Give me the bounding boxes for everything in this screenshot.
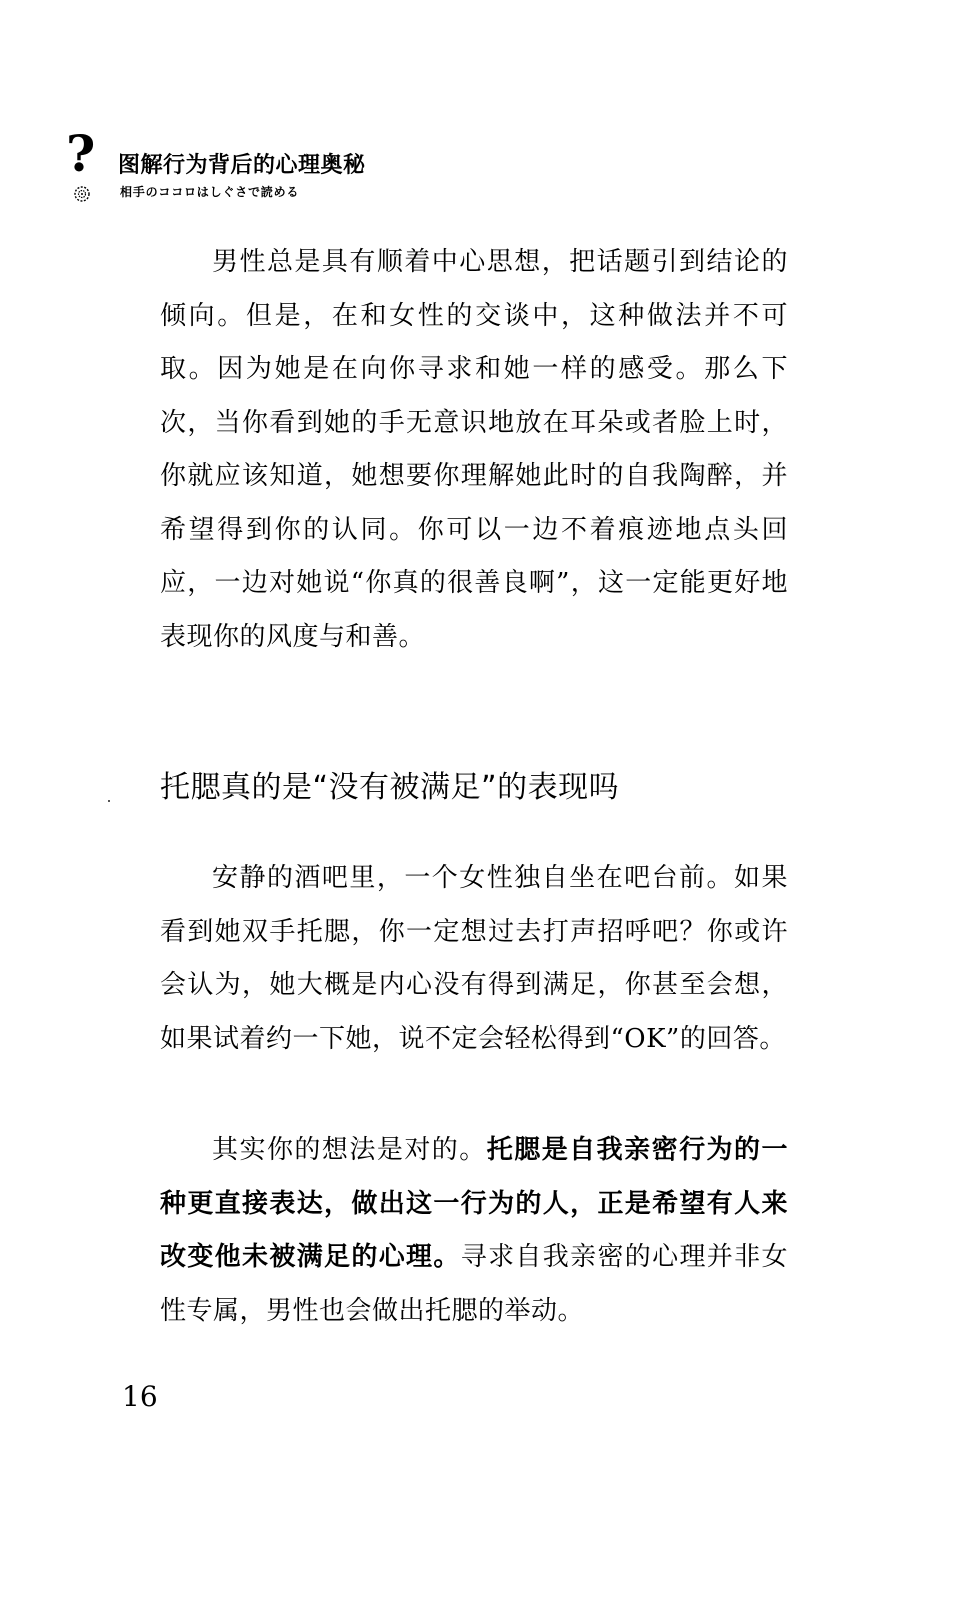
paragraph-3-end: 寻求自我亲密的心理并非女性专属，男性也会做出托腮的举动。 [160, 1242, 788, 1326]
body-paragraph-3 [160, 1124, 788, 1338]
brain-emblem-icon [72, 184, 92, 204]
question-mark-symbol: ? [66, 124, 96, 183]
paragraph-3-emphasis: 托腮是自我亲密行为的一种更直接表达，做出这一行为的人，正是希望有人来改变他未被满足的心理。 [160, 1135, 788, 1272]
body-paragraph-2: 安静的酒吧里，一个女性独自坐在吧台前。如果看到她双手托腮，你一定想过去打声招呼吧？你或许会认为，她大概是内心没有得到满足，你甚至会想，如果试着约一下她，说不定会轻松得到“OK”的回答。 [160, 863, 788, 1054]
running-header-subtitle: 相手のココロはしぐさで読める [120, 185, 300, 199]
page-number: 16 [122, 1380, 158, 1413]
running-header-title: 图解行为背后的心理奥秘 [118, 153, 366, 178]
margin-dot [108, 800, 110, 802]
header-mark [62, 124, 102, 212]
paragraph-3-start: 其实你的想法是对的。 [212, 1135, 487, 1165]
body-paragraph-1: 男性总是具有顺着中心思想，把话题引到结论的倾向。但是，在和女性的交谈中，这种做法并不可取。因为她是在向你寻求和她一样的感受。那么下次，当你看到她的手无意识地放在耳朵或者脸上时，你就应该知道，她想要你理解她此时的自我陶醉，并希望得到你的认同。你可以一边不着痕迹地点头回应，一边对她说“你真的很善良啊”，这一定能更好地表现你的风度与和善。 [160, 247, 788, 652]
section-heading: 托腮真的是“没有被满足”的表现吗 [160, 770, 620, 805]
